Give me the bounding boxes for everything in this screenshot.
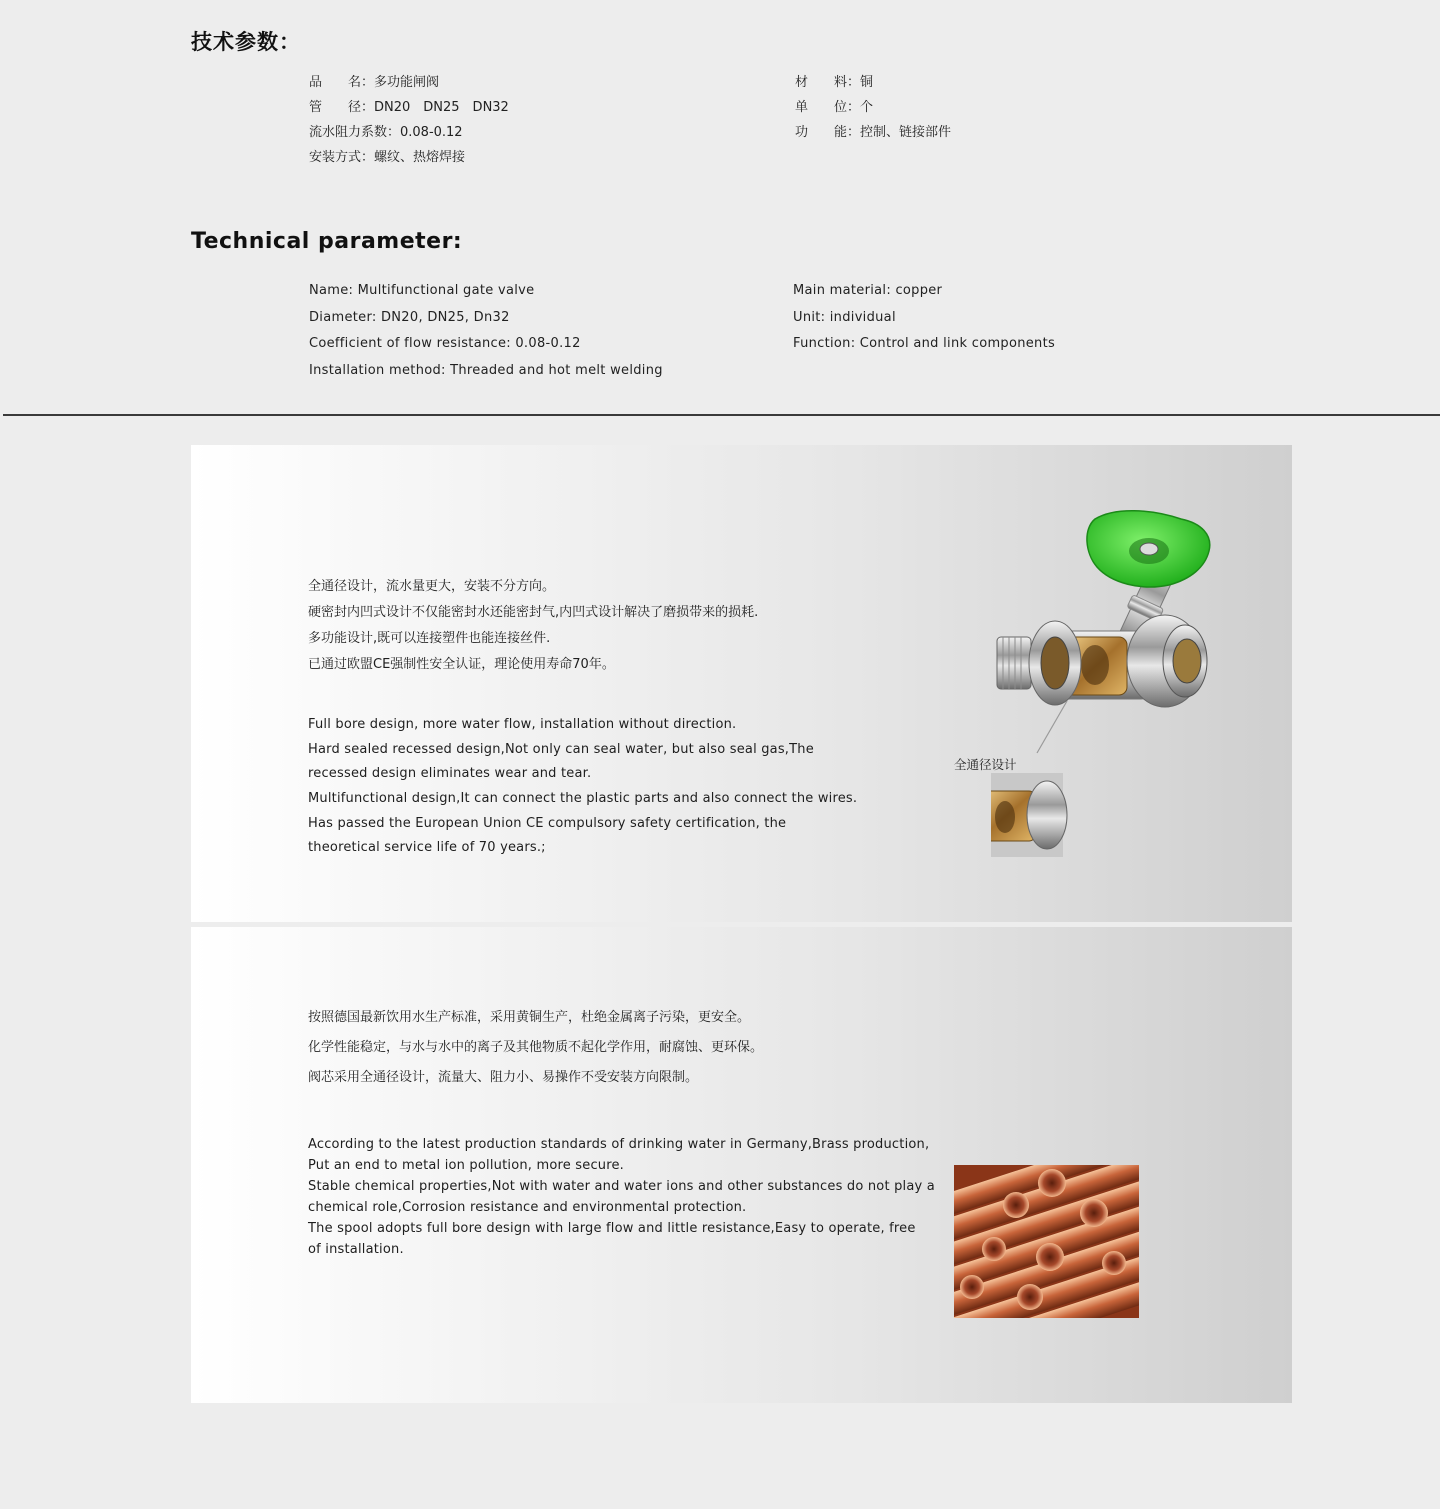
material-cn-line: 按照德国最新饮用水生产标准，采用黄铜生产，杜绝金属离子污染，更安全。 — [308, 1010, 751, 1025]
full-bore-inset-image — [991, 773, 1067, 857]
material-en-line: According to the latest production standards of drinking water in Germany,Brass production, — [308, 1137, 930, 1152]
material-en-line: The spool adopts full bore design with large flow and little resistance,Easy to operate, free — [308, 1221, 916, 1236]
cn-heading: 技术参数： — [191, 30, 301, 54]
feature-panel-design — [191, 445, 1292, 922]
cn-params-right — [795, 70, 951, 145]
green-handwheel-icon — [1087, 511, 1210, 587]
cn-params-left — [309, 70, 509, 170]
material-cn-line: 化学性能稳定，与水与水中的离子及其他物质不起化学作用，耐腐蚀、更环保。 — [308, 1040, 764, 1055]
design-cn-line: 已通过欧盟CE强制性安全认证，理论使用寿命70年。 — [308, 657, 615, 672]
cn-param-diameter: 管 径：DN20 DN25 DN32 — [309, 100, 509, 115]
design-cn-line: 全通径设计，流水量更大，安装不分方向。 — [308, 579, 556, 594]
material-en-line: Put an end to metal ion pollution, more secure. — [308, 1158, 625, 1173]
design-cn-text — [308, 574, 758, 678]
en-param-name: Name: Multifunctional gate valve — [309, 283, 535, 298]
inset-caption: 全通径设计 — [954, 757, 1017, 772]
material-cn-text — [308, 1003, 763, 1093]
material-en-text — [308, 1134, 935, 1260]
design-en-line: recessed design eliminates wear and tear. — [308, 766, 592, 782]
material-en-line: of installation. — [308, 1242, 404, 1257]
en-params-right — [793, 278, 1055, 358]
left-union-nut — [997, 621, 1081, 705]
design-en-line: theoretical service life of 70 years.; — [308, 840, 546, 856]
cn-param-function: 功 能：控制、链接部件 — [795, 125, 952, 140]
right-union-nut — [1127, 615, 1207, 707]
design-en-text — [308, 713, 857, 861]
feature-panel-material — [191, 927, 1292, 1403]
design-cn-line: 多功能设计,既可以连接塑件也能连接丝件. — [308, 631, 551, 646]
material-en-line: chemical role,Corrosion resistance and environmental protection. — [308, 1200, 747, 1215]
cn-param-flow-resistance: 流水阻力系数：0.08-0.12 — [309, 125, 463, 140]
en-heading: Technical parameter: — [191, 229, 463, 254]
copper-pipes-image — [954, 1165, 1139, 1318]
en-param-diameter: Diameter: DN20, DN25, Dn32 — [309, 309, 510, 325]
en-param-unit: Unit: individual — [793, 309, 896, 325]
cn-param-material: 材 料：铜 — [795, 75, 874, 90]
en-param-function: Function: Control and link components — [793, 336, 1056, 351]
design-en-line: Hard sealed recessed design,Not only can seal water, but also seal gas,The — [308, 741, 814, 757]
material-en-line: Stable chemical properties,Not with water and water ions and other substances do not play a — [308, 1179, 935, 1194]
en-param-flow-resistance: Coefficient of flow resistance: 0.08-0.12 — [309, 336, 581, 351]
cn-param-name: 品 名：多功能闸阀 — [309, 75, 440, 90]
material-cn-line: 阀芯采用全通径设计，流量大、阻力小、易操作不受安装方向限制。 — [308, 1070, 699, 1085]
design-en-line: Full bore design, more water flow, installation without direction. — [308, 717, 737, 732]
design-en-line: Has passed the European Union CE compulsory safety certification, the — [308, 815, 787, 831]
en-param-installation: Installation method: Threaded and hot melt welding — [309, 362, 663, 378]
cn-param-installation: 安装方式：螺纹、热熔焊接 — [309, 150, 466, 165]
gate-valve-image — [991, 505, 1231, 865]
cn-param-unit: 单 位：个 — [795, 100, 874, 115]
design-cn-line: 硬密封内凹式设计不仅能密封水还能密封气,内凹式设计解决了磨损带来的损耗. — [308, 605, 759, 620]
section-divider — [3, 414, 1440, 416]
en-params-left — [309, 278, 663, 384]
en-param-material: Main material: copper — [793, 283, 943, 298]
design-en-line: Multifunctional design,It can connect the plastic parts and also connect the wires. — [308, 791, 858, 807]
